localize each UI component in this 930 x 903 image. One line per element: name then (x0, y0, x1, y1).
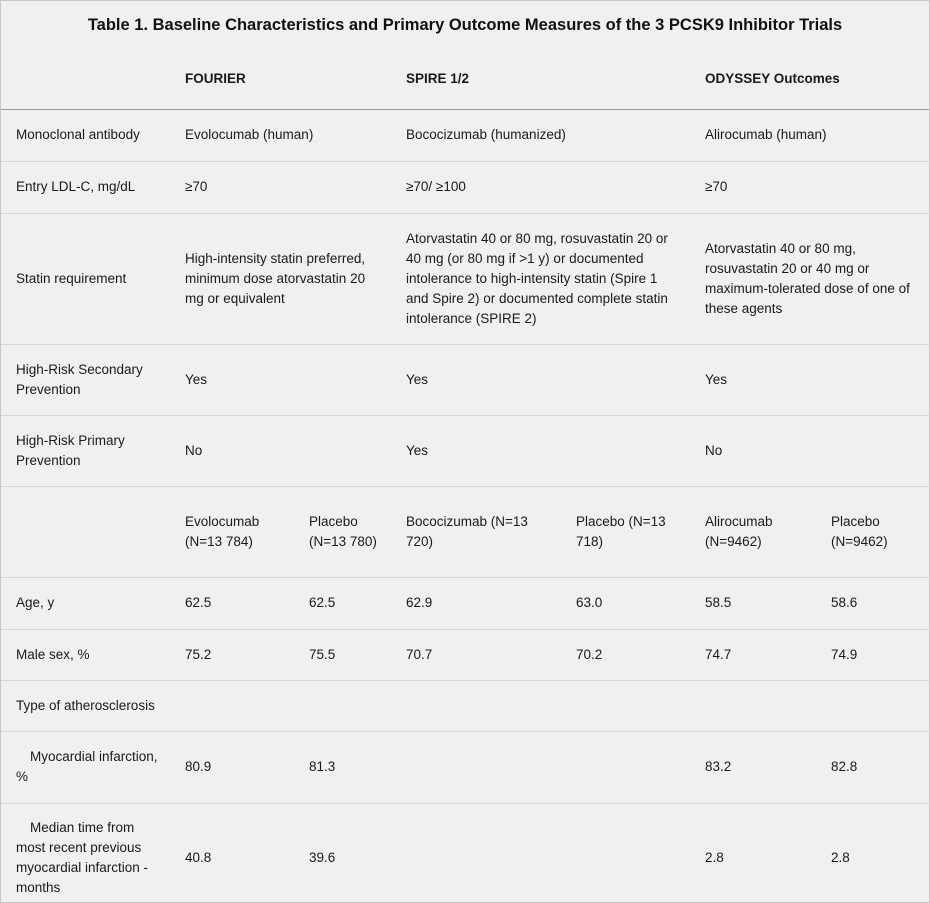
fourier-cell: Yes (170, 344, 391, 415)
value-cell (690, 680, 816, 731)
fourier-cell: High-intensity statin preferred, minimum dose atorvastatin 20 mg or equivalent (170, 213, 391, 344)
table-row (1, 344, 929, 415)
arm-header: Placebo (N=13 780) (294, 486, 391, 577)
value-cell (294, 680, 391, 731)
table-title: Table 1. Baseline Characteristics and Primary Outcome Measures of the 3 PCSK9 Inhibitor Trials (87, 16, 843, 34)
table-row (1, 803, 929, 903)
table-row (1, 161, 929, 213)
table-row (1, 415, 929, 486)
value-cell (391, 731, 561, 803)
value-cell (816, 680, 929, 731)
value-cell (170, 680, 294, 731)
row-label: Monoclonal antibody (1, 109, 170, 161)
value-cell: 63.0 (561, 577, 690, 629)
table-row (1, 213, 929, 344)
row-label-text: Myocardial infarction, % (16, 749, 158, 784)
odyssey-cell: ≥70 (690, 161, 929, 213)
value-cell (561, 680, 690, 731)
value-cell: 58.5 (690, 577, 816, 629)
value-cell: 39.6 (294, 803, 391, 903)
row-label-text: Median time from most recent previous myocardial infarction -months (16, 820, 149, 895)
value-cell: 62.5 (170, 577, 294, 629)
arm-header: Placebo (N=9462) (816, 486, 929, 577)
row-label: Entry LDL-C, mg/dL (1, 161, 170, 213)
value-cell: 58.6 (816, 577, 929, 629)
row-label: Age, y (1, 577, 170, 629)
fourier-cell: No (170, 415, 391, 486)
header-odyssey: ODYSSEY Outcomes (690, 49, 929, 109)
table-row (1, 577, 929, 629)
value-cell: 82.8 (816, 731, 929, 803)
table-row (1, 629, 929, 680)
header-row (1, 49, 929, 109)
value-cell: 83.2 (690, 731, 816, 803)
odyssey-cell: Yes (690, 344, 929, 415)
value-cell (561, 731, 690, 803)
value-cell: 2.8 (690, 803, 816, 903)
spire-cell: ≥70/ ≥100 (391, 161, 690, 213)
odyssey-cell: No (690, 415, 929, 486)
value-cell: 62.5 (294, 577, 391, 629)
value-cell (391, 803, 561, 903)
table-row (1, 731, 929, 803)
arm-header: Placebo (N=13 718) (561, 486, 690, 577)
arm-header-row (1, 486, 929, 577)
row-label-empty (1, 486, 170, 577)
spire-cell: Yes (391, 415, 690, 486)
row-label-indented (1, 803, 170, 903)
header-fourier: FOURIER (170, 49, 391, 109)
row-label-indented (1, 731, 170, 803)
value-cell: 70.7 (391, 629, 561, 680)
table-row (1, 109, 929, 161)
trials-table (1, 49, 929, 903)
odyssey-cell: Alirocumab (human) (690, 109, 929, 161)
row-label: High-Risk Primary Prevention (1, 415, 170, 486)
value-cell: 2.8 (816, 803, 929, 903)
value-cell (391, 680, 561, 731)
value-cell: 75.5 (294, 629, 391, 680)
fourier-cell: Evolocumab (human) (170, 109, 391, 161)
arm-header: Evolocumab (N=13 784) (170, 486, 294, 577)
table-row (1, 680, 929, 731)
spire-cell: Atorvastatin 40 or 80 mg, rosuvastatin 20 or 40 mg (or 80 mg if >1 y) or documented intolerance to high-intensity statin (Spire 1 and Spire 2) or documented complete statin intolerance (SPIRE 2) (391, 213, 690, 344)
row-label: High-Risk Secondary Prevention (1, 344, 170, 415)
value-cell: 70.2 (561, 629, 690, 680)
value-cell: 81.3 (294, 731, 391, 803)
value-cell (561, 803, 690, 903)
value-cell: 80.9 (170, 731, 294, 803)
spire-cell: Bococizumab (humanized) (391, 109, 690, 161)
row-label: Type of atherosclerosis (1, 680, 170, 731)
row-label: Male sex, % (1, 629, 170, 680)
arm-header: Alirocumab (N=9462) (690, 486, 816, 577)
arm-header: Bococizumab (N=13 720) (391, 486, 561, 577)
header-spire: SPIRE 1/2 (391, 49, 690, 109)
value-cell: 62.9 (391, 577, 561, 629)
header-cell-empty (1, 49, 170, 109)
value-cell: 74.7 (690, 629, 816, 680)
spire-cell: Yes (391, 344, 690, 415)
odyssey-cell: Atorvastatin 40 or 80 mg, rosuvastatin 20 or 40 mg or maximum-tolerated dose of one of these agents (690, 213, 929, 344)
value-cell: 40.8 (170, 803, 294, 903)
value-cell: 75.2 (170, 629, 294, 680)
fourier-cell: ≥70 (170, 161, 391, 213)
row-label: Statin requirement (1, 213, 170, 344)
value-cell: 74.9 (816, 629, 929, 680)
